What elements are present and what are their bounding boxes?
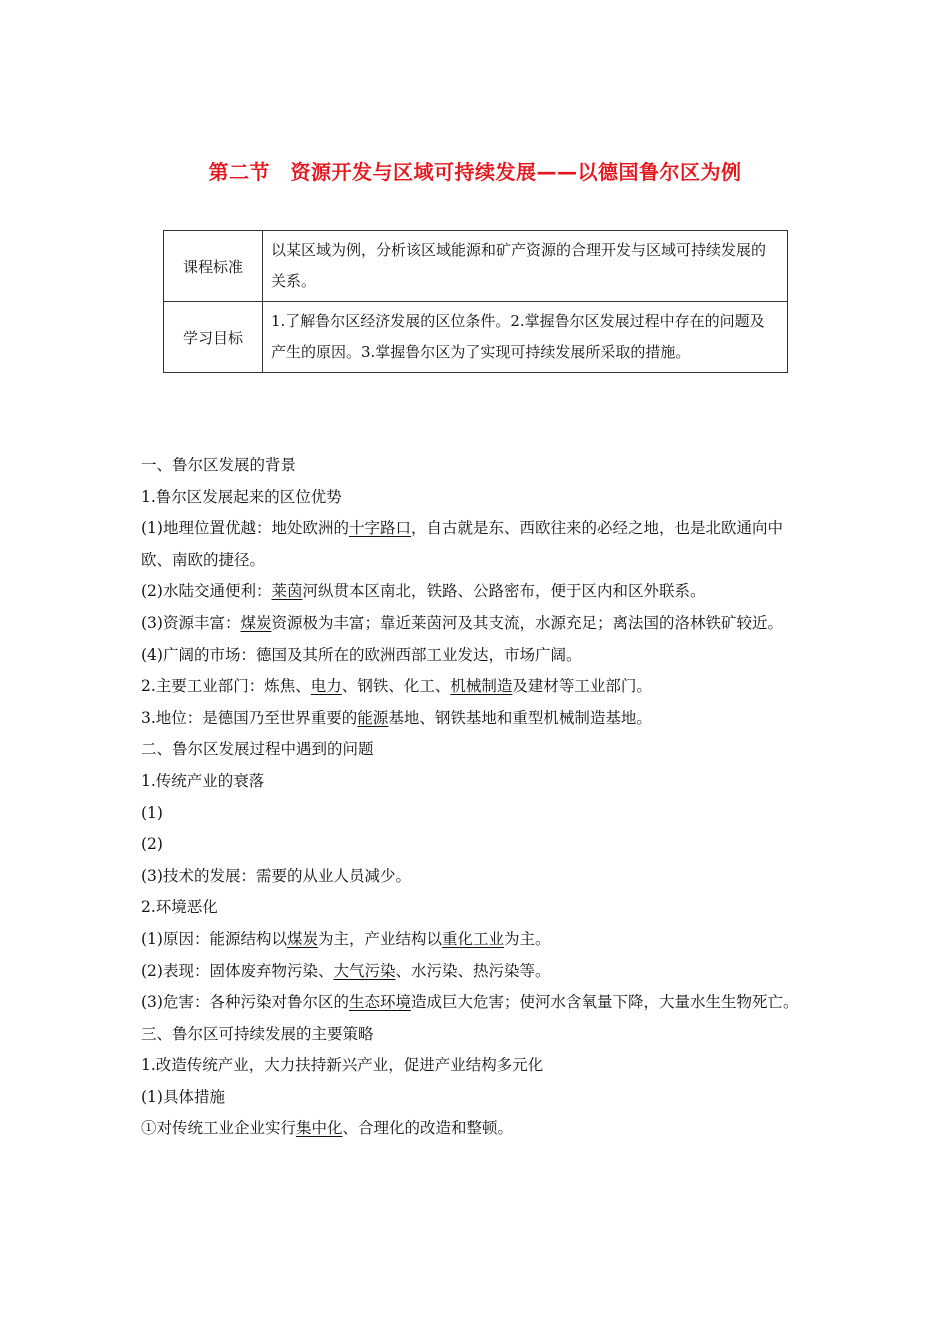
underlined-term: 机械制造 (450, 677, 513, 696)
section-heading: 一、鲁尔区发展的背景 (141, 456, 297, 474)
table-value-cell: 1.了解鲁尔区经济发展的区位条件。2.掌握鲁尔区发展过程中存在的问题及产生的原因。3.掌握鲁尔区为了实现可持续发展所采取的措施。 (263, 302, 788, 373)
table-key-cell: 课程标准 (164, 231, 263, 302)
paragraph: (1)具体措施 (141, 1087, 225, 1106)
paragraph: (1)地理位置优越：地处欧洲的十字路口，自古就是东、西欧往来的必经之地，也是北欧通向中欧、南欧的捷径。 (141, 519, 783, 569)
underlined-term: 十字路口 (348, 519, 411, 538)
underlined-term: 生态环境 (348, 993, 411, 1012)
subsection-heading: 1.改造传统产业，大力扶持新兴产业，促进产业结构多元化 (141, 1056, 544, 1075)
underlined-term: 莱茵 (271, 582, 303, 601)
document-body (141, 450, 813, 1145)
paragraph: (2) (141, 835, 163, 854)
table-row (164, 302, 788, 373)
subsection-heading: 2.环境恶化 (141, 898, 218, 917)
paragraph: 2.主要工业部门：炼焦、电力、钢铁、化工、机械制造及建材等工业部门。 (141, 677, 652, 696)
paragraph: (1)原因：能源结构以煤炭为主，产业结构以重化工业为主。 (141, 929, 551, 948)
underlined-term: 集中化 (296, 1119, 343, 1138)
standards-table (163, 230, 788, 373)
table-key-cell: 学习目标 (164, 302, 263, 373)
paragraph: (3)危害：各种污染对鲁尔区的生态环境造成巨大危害；使河水含氧量下降，大量水生生物死亡。 (141, 993, 799, 1012)
underlined-term: 大气污染 (333, 961, 396, 980)
underlined-term: 重化工业 (442, 929, 505, 948)
underlined-term: 电力 (310, 677, 342, 696)
subsection-heading: 1.传统产业的衰落 (141, 771, 265, 790)
section-heading: 三、鲁尔区可持续发展的主要策略 (141, 1024, 374, 1043)
underlined-term: 煤炭 (286, 929, 318, 948)
paragraph: (4)广阔的市场：德国及其所在的欧洲西部工业发达，市场广阔。 (141, 645, 582, 664)
underlined-term: 煤炭 (240, 613, 272, 632)
underlined-term: 能源 (357, 708, 389, 727)
table-value-cell: 以某区域为例，分析该区域能源和矿产资源的合理开发与区域可持续发展的关系。 (263, 231, 788, 302)
paragraph: 3.地位：是德国乃至世界重要的能源基地、钢铁基地和重型机械制造基地。 (141, 708, 652, 727)
table-row (164, 231, 788, 302)
section-heading: 二、鲁尔区发展过程中遇到的问题 (141, 740, 374, 759)
paragraph: ①对传统工业企业实行集中化、合理化的改造和整顿。 (141, 1119, 514, 1138)
paragraph: (2)水陆交通便利：莱茵河纵贯本区南北，铁路、公路密布，便于区内和区外联系。 (141, 582, 706, 601)
paragraph: (1) (141, 803, 163, 822)
page-title: 第二节 资源开发与区域可持续发展——以德国鲁尔区为例 (208, 160, 742, 184)
paragraph: (2)表现：固体废弃物污染、大气污染、水污染、热污染等。 (141, 961, 551, 980)
paragraph: (3)资源丰富：煤炭资源极为丰富；靠近莱茵河及其支流，水源充足；离法国的洛林铁矿较近。 (141, 613, 783, 632)
paragraph: (3)技术的发展：需要的从业人员减少。 (141, 866, 411, 885)
subsection-heading: 1.鲁尔区发展起来的区位优势 (141, 487, 342, 506)
